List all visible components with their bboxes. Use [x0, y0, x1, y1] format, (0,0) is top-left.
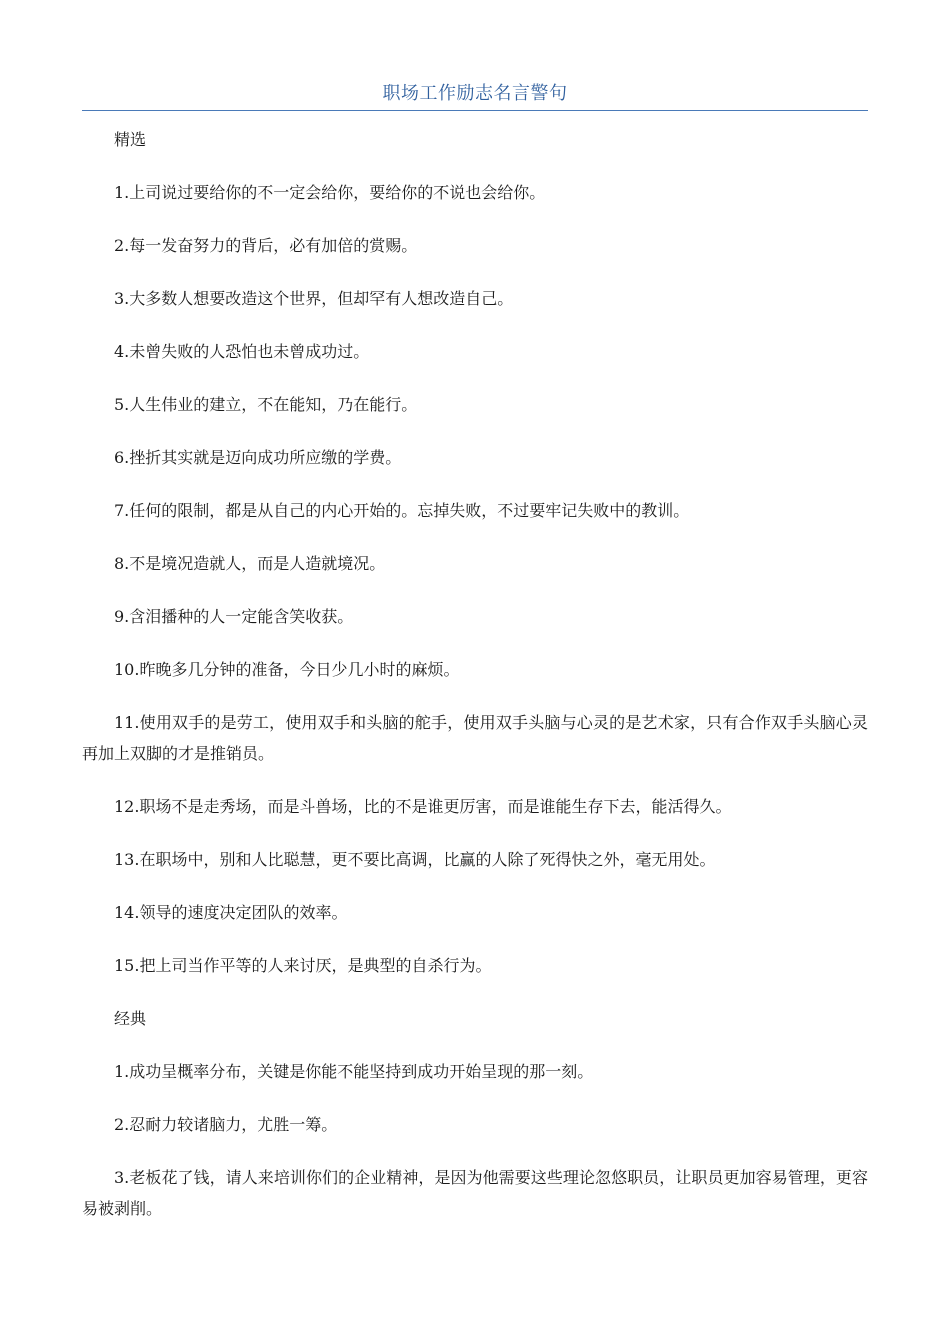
- section-heading-classic: 经典: [114, 1009, 147, 1028]
- quote-paragraph: 11.使用双手的是劳工，使用双手和头脑的舵手，使用双手头脑与心灵的是艺术家，只有合作双手头脑心灵再加上双脚的才是推销员。: [82, 713, 868, 763]
- quote-paragraph: 1.上司说过要给你的不一定会给你，要给你的不说也会给你。: [114, 183, 546, 202]
- quote-paragraph: 8.不是境况造就人，而是人造就境况。: [114, 554, 386, 573]
- page-title: 职场工作励志名言警句: [382, 83, 568, 104]
- quote-paragraph: 13.在职场中，别和人比聪慧，更不要比高调，比赢的人除了死得快之外，毫无用处。: [114, 850, 716, 869]
- quote-paragraph: 3.大多数人想要改造这个世界，但却罕有人想改造自己。: [114, 289, 514, 308]
- page-header: [82, 78, 868, 111]
- section-heading-selected: 精选: [114, 130, 147, 149]
- document-body: [82, 124, 868, 1246]
- quote-paragraph: 10.昨晚多几分钟的准备，今日少几小时的麻烦。: [114, 660, 460, 679]
- quote-paragraph: 12.职场不是走秀场，而是斗兽场，比的不是谁更厉害，而是谁能生存下去，能活得久。: [114, 797, 732, 816]
- quote-paragraph: 2.每一发奋努力的背后，必有加倍的赏赐。: [114, 236, 418, 255]
- quote-paragraph: 15.把上司当作平等的人来讨厌，是典型的自杀行为。: [114, 956, 492, 975]
- quote-paragraph: 14.领导的速度决定团队的效率。: [114, 903, 348, 922]
- quote-paragraph: 2.忍耐力较诸脑力，尤胜一筹。: [114, 1115, 338, 1134]
- quote-paragraph: 1.成功呈概率分布，关键是你能不能坚持到成功开始呈现的那一刻。: [114, 1062, 594, 1081]
- quote-paragraph: 5.人生伟业的建立，不在能知，乃在能行。: [114, 395, 418, 414]
- quote-paragraph: 3.老板花了钱，请人来培训你们的企业精神，是因为他需要这些理论忽悠职员，让职员更加容易管理，更容易被剥削。: [82, 1168, 868, 1218]
- quote-paragraph: 7.任何的限制，都是从自己的内心开始的。忘掉失败，不过要牢记失败中的教训。: [114, 501, 690, 520]
- quote-paragraph: 4.未曾失败的人恐怕也未曾成功过。: [114, 342, 370, 361]
- quote-paragraph: 9.含泪播种的人一定能含笑收获。: [114, 607, 354, 626]
- quote-paragraph: 6.挫折其实就是迈向成功所应缴的学费。: [114, 448, 402, 467]
